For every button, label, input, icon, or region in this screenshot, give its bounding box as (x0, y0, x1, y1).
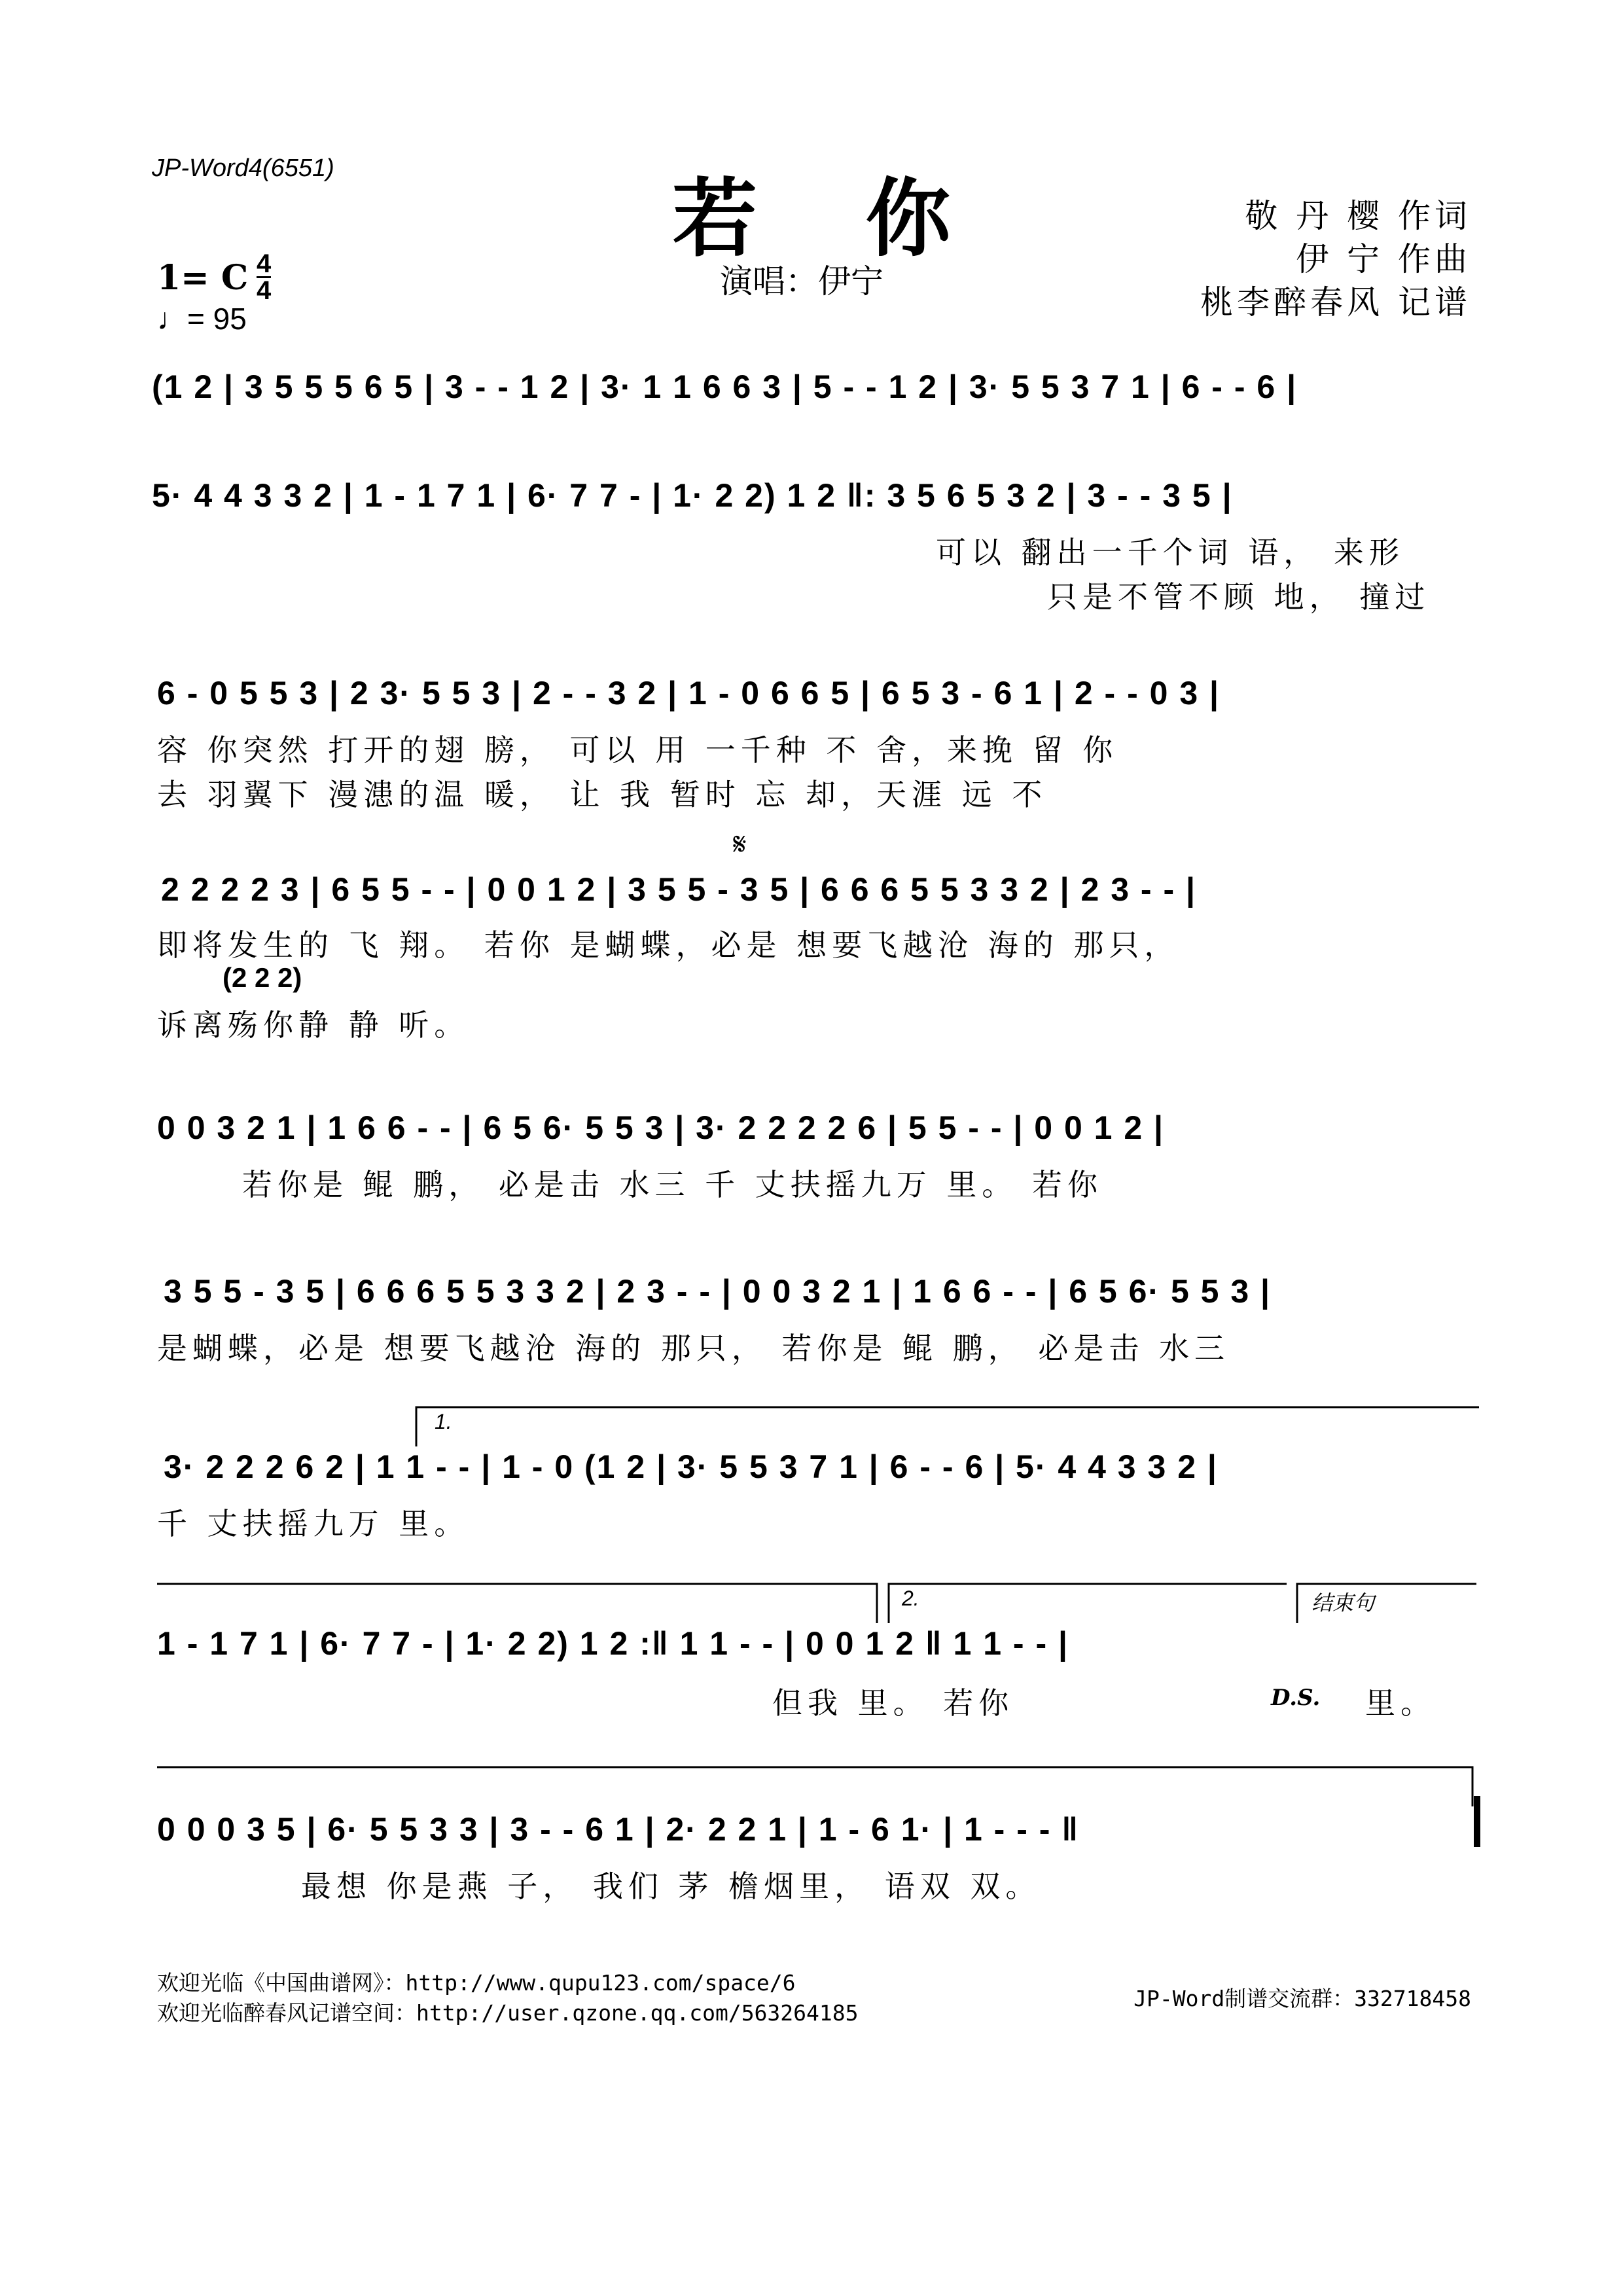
time-signature-top: 4 (257, 249, 272, 278)
lyric-line-3a: 容 你突然 打开的翅 膀， 可以 用 一千种 不 舍，来挽 留 你 (157, 732, 1118, 768)
software-tag: JP-Word4(6551) (152, 154, 334, 182)
footer-link-2: 欢迎光临醉春风记谱空间：http://user.qzone.qq.com/563264185 (157, 2000, 859, 2026)
volta-1-label: 1. (435, 1410, 452, 1433)
notation-line-5: 0 0 3 2 1 | 1 6 6 - - | 6 5 6· 5 5 3 | 3· 2 2 2 2 6 | 5 5 - - | 0 0 1 2 | (157, 1109, 1165, 1146)
tempo-marking: ♩= 95 (157, 302, 247, 336)
lyric-line-8-end: 里。 (1365, 1685, 1436, 1721)
notation-line-4: 2 2 2 2 3 | 6 5 5 - - | 0 0 1 2 | 3 5 5 - 3 5 | 6 6 6 5 5 3 3 2 | 2 3 - - | (161, 871, 1196, 908)
notation-line-9: 0 0 0 3 5 | 6· 5 5 3 3 | 3 - - 6 1 | 2· 2 2 1 | 1 - 6 1· | 1 - - - ‖ (157, 1811, 1080, 1848)
notation-line-2: 5· 4 4 3 3 2 | 1 - 1 7 1 | 6· 7 7 - | 1· 2 2) 1 2 ‖: 3 5 6 5 3 2 | 3 - - 3 5 | (152, 477, 1233, 514)
lyric-line-4a: 即将发生的 飞 翔。 若你 是蝴蝶，必是 想要飞越沧 海的 那只， (157, 927, 1180, 963)
lyric-line-7: 千 丈扶摇九万 里。 (157, 1506, 470, 1541)
segno-sign: 𝄋 (733, 826, 747, 863)
lyric-line-9: 最想 你是燕 子， 我们 茅 檐烟里， 语双 双。 (301, 1869, 1041, 1904)
volta-1-bracket (416, 1407, 1479, 1446)
notation-line-6: 3 5 5 - 3 5 | 6 6 6 5 5 3 3 2 | 2 3 - - | 0 0 3 2 1 | 1 6 6 - - | 6 5 6· 5 5 3 | (164, 1273, 1272, 1310)
lyric-line-2a: 可以 翻出一千个词 语， 来形 (936, 535, 1404, 570)
lyric-line-2b: 只是不管不顾 地， 撞过 (1047, 579, 1431, 615)
ds-marking: D.S. (1271, 1685, 1321, 1711)
final-barline (1474, 1796, 1480, 1847)
ending-bracket (1297, 1584, 1476, 1623)
alternate-notes: (2 2 2) (223, 962, 302, 993)
lyricist-credit: 敬 丹 樱 作词 (1245, 197, 1471, 235)
composer-credit: 伊 宁 作曲 (1296, 240, 1471, 278)
notation-line-7: 3· 2 2 2 6 2 | 1 1 - - | 1 - 0 (1 2 | 3· 5 5 3 7 1 | 6 - - 6 | 5· 4 4 3 3 2 | (164, 1448, 1218, 1485)
system-9-bracket (157, 1767, 1472, 1806)
song-title: 若 你 (672, 168, 990, 268)
singer-credit: 演唱：伊宁 (720, 262, 883, 300)
lyric-line-6: 是蝴蝶，必是 想要飞越沧 海的 那只， 若你是 鲲 鹏， 必是击 水三 (157, 1331, 1230, 1366)
key-signature: 1= C (157, 258, 249, 298)
notation-line-3: 6 - 0 5 5 3 | 2 3· 5 5 3 | 2 - - 3 2 | 1 - 0 6 6 5 | 6 5 3 - 6 1 | 2 - - 0 3 | (157, 675, 1221, 711)
lyric-line-4b: 诉离殇你静 静 听。 (157, 1007, 470, 1043)
notation-line-8: 1 - 1 7 1 | 6· 7 7 - | 1· 2 2) 1 2 :‖ 1 1 - - | 0 0 1 2 ‖ 1 1 - - | (157, 1625, 1069, 1662)
system-8-bracket (157, 1584, 877, 1623)
lyric-line-5: 若你是 鲲 鹏， 必是击 水三 千 丈扶摇九万 里。 若你 (242, 1167, 1103, 1202)
footer-link-1: 欢迎光临《中国曲谱网》：http://www.qupu123.com/space/6 (157, 1970, 796, 1996)
time-signature-bottom: 4 (257, 276, 272, 305)
ending-label: 结束句 (1311, 1590, 1375, 1615)
transcriber-credit: 桃李醉春风 记谱 (1200, 283, 1471, 321)
volta-2-label: 2. (902, 1587, 919, 1610)
lyric-line-3b: 去 羽翼下 漫漶的温 暖， 让 我 暂时 忘 却，天涯 远 不 (157, 777, 1048, 812)
lyric-line-8: 但我 里。 若你 (772, 1685, 1014, 1721)
notation-line-1: (1 2 | 3 5 5 5 6 5 | 3 - - 1 2 | 3· 1 1 6 6 3 | 5 - - 1 2 | 3· 5 5 3 7 1 | 6 - - 6 | (152, 368, 1298, 405)
volta-2-bracket (889, 1584, 1287, 1623)
footer-group: JP-Word制谱交流群：332718458 (1133, 1986, 1471, 2011)
